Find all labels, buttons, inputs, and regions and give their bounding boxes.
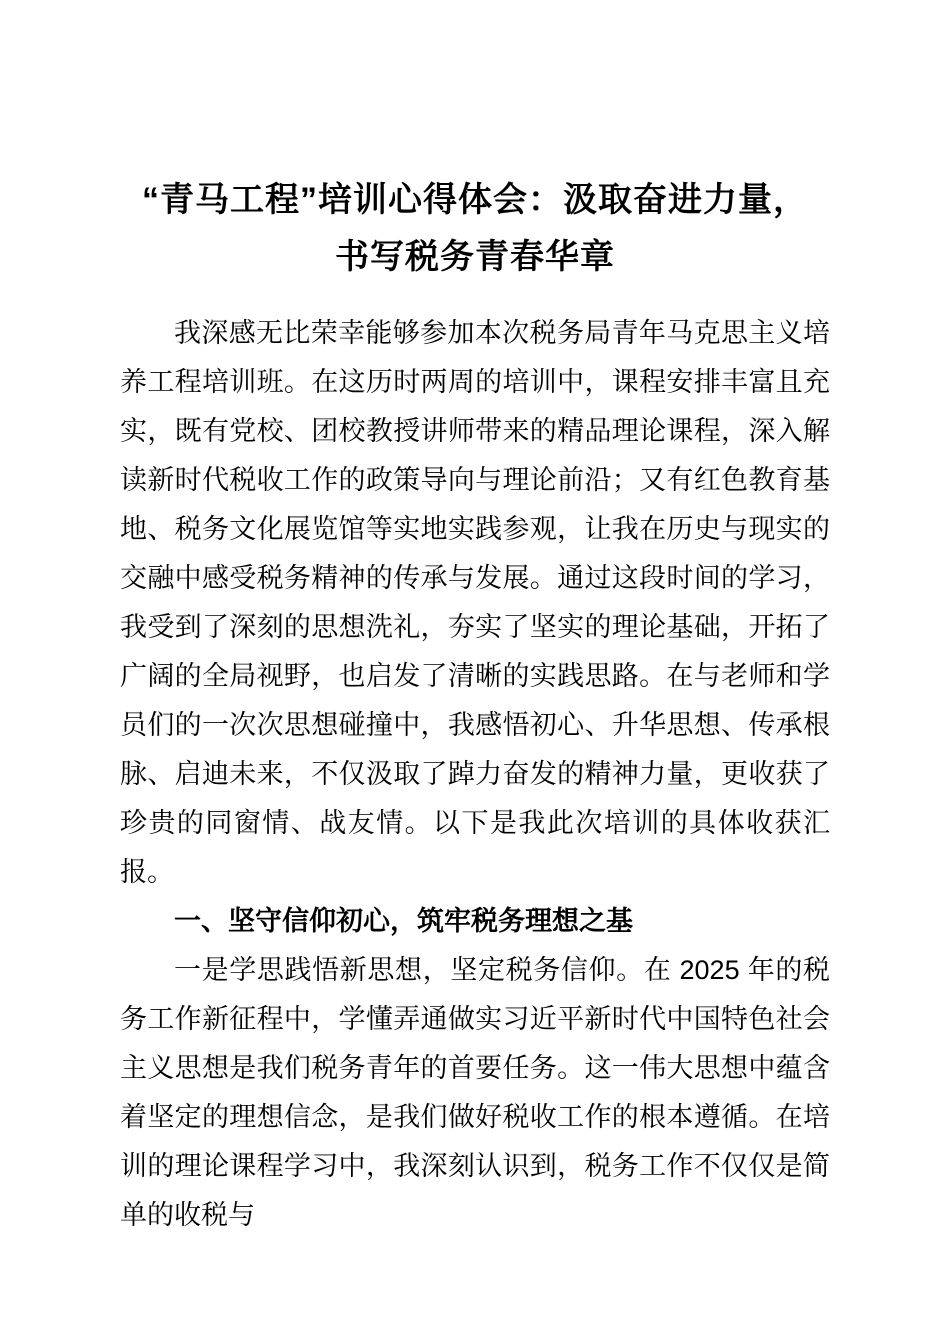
document-title xyxy=(120,172,830,286)
section-heading-1: 一、坚守信仰初心，筑牢税务理想之基 xyxy=(174,906,633,936)
document-body xyxy=(120,309,830,1240)
paragraph-section-1: 一是学思践悟新思想，坚定税务信仰。在 2025 年的税务工作新征程中，学懂弄通做实习近平新时代中国特色社会主义思想是我们税务青年的首要任务。这一伟大思想中蕴含着坚定的理想信念，是我们做好税收工作的根本遵循。在培训的理论课程学习中，我深刻认识到，税务工作不仅仅是简单的收税与 xyxy=(120,955,830,1230)
paragraph-intro: 我深感无比荣幸能够参加本次税务局青年马克思主义培养工程培训班。在这历时两周的培训中，课程安排丰富且充实，既有党校、团校教授讲师带来的精品理论课程，深入解读新时代税收工作的政策导向与理论前沿；又有红色教育基地、税务文化展览馆等实地实践参观，让我在历史与现实的交融中感受税务精神的传承与发展。通过这段时间的学习，我受到了深刻的思想洗礼，夯实了坚实的理论基础，开拓了广阔的全局视野，也启发了清晰的实践思路。在与老师和学员们的一次次思想碰撞中，我感悟初心、升华思想、传承根脉、启迪未来，不仅汲取了踔力奋发的精神力量，更收获了珍贵的同窗情、战友情。以下是我此次培训的具体收获汇报。 xyxy=(120,318,830,887)
document-title-line-2: 书写税务青春华章 xyxy=(335,238,615,276)
document-title-line-1: “青马工程”培训心得体会：汲取奋进力量， xyxy=(142,181,808,219)
